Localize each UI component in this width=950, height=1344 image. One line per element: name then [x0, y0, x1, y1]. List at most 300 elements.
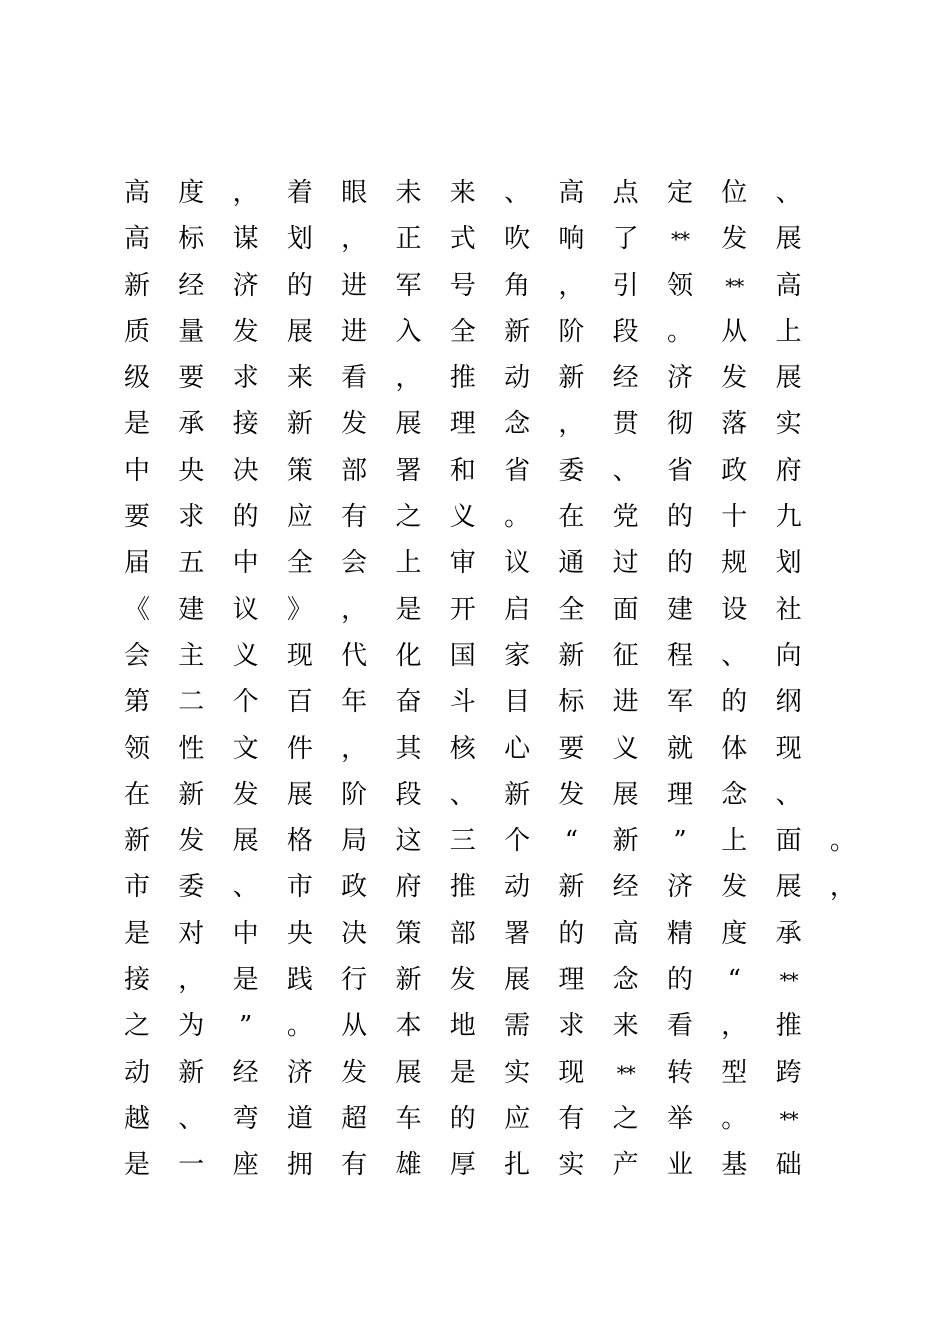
text-char: 建 [666, 594, 693, 625]
text-char: 要 [558, 733, 585, 764]
text-char: 标 [178, 224, 205, 255]
text-char: 高 [612, 918, 639, 949]
text-line [122, 263, 842, 309]
text-char: 座 [232, 1150, 259, 1181]
text-char: 雄 [395, 1150, 422, 1181]
text-char: 格 [286, 826, 313, 857]
text-char: 之 [123, 1011, 150, 1042]
text-char: 定 [666, 178, 693, 208]
text-char: 落 [721, 409, 748, 440]
text-char: 眼 [341, 178, 368, 208]
text-char: 展 [395, 1057, 422, 1088]
text-char: 进 [341, 316, 368, 347]
text-char: 新 [504, 779, 531, 810]
text-char: 是 [123, 918, 150, 949]
text-char: 地 [449, 1011, 476, 1042]
text-char: 发 [721, 872, 748, 903]
text-char: 型 [721, 1057, 748, 1088]
text-char: 央 [178, 455, 205, 486]
text-line [122, 818, 856, 864]
text-char: 的 [232, 502, 259, 533]
text-char: 着 [286, 178, 313, 208]
text-char: 承 [178, 409, 205, 440]
text-char: ， [341, 733, 368, 764]
text-char: 个 [232, 687, 259, 718]
text-char: 发 [178, 826, 205, 857]
text-char: 来 [449, 178, 476, 208]
text-line [122, 587, 842, 633]
text-char: 新 [286, 409, 313, 440]
text-char: 念 [612, 965, 639, 996]
text-char: 济 [286, 1057, 313, 1088]
text-char: 、 [178, 1103, 205, 1134]
text-char: 全 [558, 594, 585, 625]
text-char: 二 [178, 687, 205, 718]
text-char: 是 [123, 409, 150, 440]
text-char: 高 [123, 224, 150, 255]
text-char: 署 [504, 918, 531, 949]
text-char: 扎 [504, 1150, 531, 1181]
text-line [122, 957, 842, 1003]
text-char: 为 [178, 1011, 205, 1042]
text-char: 。 [666, 316, 693, 347]
text-char: ** [779, 968, 798, 993]
text-char: 来 [612, 1011, 639, 1042]
text-line [122, 216, 842, 262]
text-char: 领 [666, 270, 693, 301]
text-char: 理 [558, 965, 585, 996]
text-char: 上 [775, 316, 802, 347]
text-char: 念 [504, 409, 531, 440]
text-char: 策 [286, 455, 313, 486]
text-char: 正 [395, 224, 422, 255]
text-char: 跨 [775, 1057, 802, 1088]
text-char: 的 [558, 918, 585, 949]
text-line [122, 679, 842, 725]
text-char: 超 [341, 1103, 368, 1134]
text-char: 新 [558, 640, 585, 671]
text-char: 中 [123, 455, 150, 486]
text-char: 全 [449, 316, 476, 347]
text-line [122, 633, 842, 679]
text-char: 级 [123, 363, 150, 394]
text-char: 委 [178, 872, 205, 903]
text-char: 承 [775, 918, 802, 949]
text-char: 面 [612, 594, 639, 625]
text-char: ** [779, 1106, 798, 1131]
text-char: 个 [504, 826, 531, 857]
text-char: 点 [612, 178, 639, 208]
text-line [122, 772, 842, 818]
text-char: 本 [395, 1011, 422, 1042]
text-char: 规 [721, 548, 748, 579]
text-char: 文 [232, 733, 259, 764]
text-char: 角 [504, 270, 531, 301]
text-char: 发 [721, 363, 748, 394]
text-char: 理 [449, 409, 476, 440]
text-char: 道 [286, 1103, 313, 1134]
text-char: 在 [123, 779, 150, 810]
text-char: 求 [178, 502, 205, 533]
text-char: 家 [504, 640, 531, 671]
text-char: 弯 [232, 1103, 259, 1134]
text-char: 产 [612, 1150, 639, 1181]
text-char: 举 [666, 1103, 693, 1134]
text-char: 量 [178, 316, 205, 347]
text-char: 面 [775, 826, 802, 857]
text-char: 度 [721, 918, 748, 949]
text-char: 需 [504, 1011, 531, 1042]
text-char: 在 [558, 502, 585, 533]
text-char: 段 [395, 779, 422, 810]
text-char: 议 [232, 594, 259, 625]
text-char: 展 [232, 826, 259, 857]
text-char: 议 [504, 548, 531, 579]
text-char: 征 [612, 640, 639, 671]
text-char: 要 [123, 502, 150, 533]
text-char: 对 [178, 918, 205, 949]
text-char: 高 [123, 178, 150, 208]
text-char: 省 [666, 455, 693, 486]
text-line [122, 494, 842, 540]
text-char: 经 [232, 1057, 259, 1088]
text-line [122, 1142, 842, 1188]
text-char: 展 [286, 779, 313, 810]
text-char: 求 [232, 363, 259, 394]
text-char: 。 [504, 502, 531, 533]
text-char: ” [238, 1011, 253, 1042]
text-char: 奋 [395, 687, 422, 718]
text-char: 五 [178, 548, 205, 579]
text-char: 发 [558, 779, 585, 810]
text-char: 。 [721, 1103, 748, 1134]
text-char: 展 [504, 965, 531, 996]
text-char: 核 [449, 733, 476, 764]
text-char: 实 [558, 1150, 585, 1181]
text-char: 决 [232, 455, 259, 486]
text-char: 百 [286, 687, 313, 718]
text-char: 动 [123, 1057, 150, 1088]
text-char: 义 [232, 640, 259, 671]
text-char: 、 [504, 178, 531, 208]
text-char: 厚 [449, 1150, 476, 1181]
text-char: 件 [286, 733, 313, 764]
text-char: 发 [232, 779, 259, 810]
text-char: 础 [775, 1150, 802, 1181]
text-char: 全 [286, 548, 313, 579]
text-char: 新 [558, 872, 585, 903]
text-char: 《 [123, 594, 150, 625]
text-char: 设 [721, 594, 748, 625]
text-char: 新 [504, 316, 531, 347]
text-char: 位 [721, 178, 748, 208]
text-char: ， [232, 178, 259, 208]
text-char: 应 [286, 502, 313, 533]
text-char: 段 [612, 316, 639, 347]
text-char: 划 [286, 224, 313, 255]
text-char: 、 [775, 779, 802, 810]
text-char: 未 [395, 178, 422, 208]
text-char: 经 [612, 872, 639, 903]
text-char: 行 [341, 965, 368, 996]
text-char: ， [829, 872, 856, 903]
text-char: 的 [666, 965, 693, 996]
text-char: 高 [558, 178, 585, 208]
text-char: 高 [775, 270, 802, 301]
text-char: 展 [612, 779, 639, 810]
text-char: 要 [178, 363, 205, 394]
text-char: 经 [178, 270, 205, 301]
text-char: 引 [612, 270, 639, 301]
text-char: 部 [449, 918, 476, 949]
text-char: 业 [666, 1150, 693, 1181]
text-char: 程 [666, 640, 693, 671]
text-char: ** [671, 227, 689, 252]
text-char: 部 [341, 455, 368, 486]
text-char: ** [725, 273, 744, 298]
text-char: 军 [395, 270, 422, 301]
text-char: 经 [612, 363, 639, 394]
text-line [122, 1096, 842, 1142]
text-char: 有 [341, 1150, 368, 1181]
text-char: 斗 [449, 687, 476, 718]
text-char: 上 [395, 548, 422, 579]
text-char: 新 [178, 779, 205, 810]
text-char: 局 [341, 826, 368, 857]
text-char: 署 [395, 455, 422, 486]
text-char: 从 [341, 1011, 368, 1042]
text-char: 展 [775, 224, 802, 255]
text-char: 代 [341, 640, 368, 671]
text-char: 化 [395, 640, 422, 671]
text-char: 之 [612, 1103, 639, 1134]
text-char: 实 [504, 1057, 531, 1088]
text-char: 展 [395, 409, 422, 440]
text-char: 发 [449, 965, 476, 996]
text-char: 央 [286, 918, 313, 949]
text-char: 第 [123, 687, 150, 718]
text-char: 中 [232, 918, 259, 949]
text-char: 省 [504, 455, 531, 486]
text-char: 启 [504, 594, 531, 625]
text-char: 济 [666, 872, 693, 903]
text-char: 中 [232, 548, 259, 579]
text-char: 动 [504, 363, 531, 394]
text-char: 、 [775, 178, 802, 208]
text-char: 展 [775, 363, 802, 394]
text-char: 有 [341, 502, 368, 533]
text-char: 看 [666, 1011, 693, 1042]
text-char: 》 [286, 594, 313, 625]
text-char: 看 [341, 363, 368, 394]
text-char: 义 [612, 733, 639, 764]
text-char: 三 [449, 826, 476, 857]
text-char: 度 [178, 178, 205, 208]
text-char: 划 [775, 548, 802, 579]
text-char: ， [558, 270, 585, 301]
text-char: 式 [449, 224, 476, 255]
text-char: 来 [286, 363, 313, 394]
text-char: 推 [449, 872, 476, 903]
text-char: 拥 [286, 1150, 313, 1181]
text-line [122, 170, 842, 216]
text-char: 响 [558, 224, 585, 255]
text-char: 入 [395, 316, 422, 347]
text-char: 社 [775, 594, 802, 625]
text-char: 体 [721, 733, 748, 764]
text-char: 了 [612, 224, 639, 255]
text-char: 动 [504, 872, 531, 903]
text-char: 市 [123, 872, 150, 903]
text-char: 展 [286, 316, 313, 347]
text-line [122, 309, 842, 355]
text-line [122, 401, 842, 447]
text-char: 进 [612, 687, 639, 718]
text-char: 过 [612, 548, 639, 579]
text-char: 建 [178, 594, 205, 625]
text-line [122, 864, 856, 910]
text-char: 发 [232, 316, 259, 347]
text-char: 、 [449, 779, 476, 810]
text-char: 新 [558, 363, 585, 394]
text-char: 是 [395, 594, 422, 625]
text-char: 九 [775, 502, 802, 533]
text-char: 性 [178, 733, 205, 764]
text-char: 十 [721, 502, 748, 533]
text-char: 阶 [341, 779, 368, 810]
text-char: 纲 [775, 687, 802, 718]
text-char: 。 [286, 1011, 313, 1042]
text-char: 念 [721, 779, 748, 810]
text-char: 基 [721, 1150, 748, 1181]
text-char: 审 [449, 548, 476, 579]
text-char: 推 [449, 363, 476, 394]
text-char: 决 [341, 918, 368, 949]
body-text [122, 170, 856, 1189]
text-line [122, 1050, 842, 1096]
text-char: 其 [395, 733, 422, 764]
text-char: 展 [775, 872, 802, 903]
text-char: 有 [558, 1103, 585, 1134]
text-char: 的 [721, 687, 748, 718]
text-char: 主 [178, 640, 205, 671]
text-line [122, 911, 842, 957]
text-char: 济 [232, 270, 259, 301]
text-char: 之 [395, 502, 422, 533]
text-char: 、 [232, 872, 259, 903]
text-char: 义 [449, 502, 476, 533]
text-line [122, 540, 842, 586]
text-char: 贯 [612, 409, 639, 440]
text-char: ， [395, 363, 422, 394]
text-char: 军 [666, 687, 693, 718]
text-char: 新 [395, 965, 422, 996]
text-char: 接 [123, 965, 150, 996]
text-char: 国 [449, 640, 476, 671]
text-char: “ [727, 965, 741, 996]
text-char: 转 [666, 1057, 693, 1088]
text-char: 向 [775, 640, 802, 671]
text-char: 现 [558, 1057, 585, 1088]
text-char: 践 [286, 965, 313, 996]
text-char: 彻 [666, 409, 693, 440]
text-char: 发 [721, 224, 748, 255]
text-char: 精 [666, 918, 693, 949]
text-char: 质 [123, 316, 150, 347]
text-char: 委 [558, 455, 585, 486]
text-char: “ [564, 826, 579, 857]
text-char: ** [616, 1060, 635, 1085]
text-char: ， [721, 1011, 748, 1042]
text-char: 通 [558, 548, 585, 579]
text-line [122, 726, 842, 772]
text-char: 现 [286, 640, 313, 671]
text-char: 应 [504, 1103, 531, 1134]
text-char: 阶 [558, 316, 585, 347]
text-char: 新 [123, 826, 150, 857]
text-char: 号 [449, 270, 476, 301]
text-char: 、 [721, 640, 748, 671]
text-char: 。 [829, 826, 856, 857]
text-char: 进 [341, 270, 368, 301]
text-line [122, 355, 842, 401]
text-line [122, 1003, 842, 1049]
text-char: 的 [449, 1103, 476, 1134]
text-char: 目 [504, 687, 531, 718]
text-char: 的 [286, 270, 313, 301]
text-char: 府 [775, 455, 802, 486]
text-char: 发 [341, 409, 368, 440]
text-char: 谋 [232, 224, 259, 255]
text-char: 策 [395, 918, 422, 949]
text-char: 是 [232, 965, 259, 996]
text-char: ， [558, 409, 585, 440]
text-char: 一 [178, 1150, 205, 1181]
text-char: 府 [395, 872, 422, 903]
text-char: 现 [775, 733, 802, 764]
text-char: 的 [666, 502, 693, 533]
text-char: 的 [666, 548, 693, 579]
text-line [122, 448, 842, 494]
text-char: 实 [775, 409, 802, 440]
text-char: 党 [612, 502, 639, 533]
text-char: 开 [449, 594, 476, 625]
text-char: 理 [666, 779, 693, 810]
text-char: 求 [558, 1011, 585, 1042]
text-char: 政 [341, 872, 368, 903]
text-char: 是 [449, 1057, 476, 1088]
text-char: 新 [612, 826, 639, 857]
text-char: 从 [721, 316, 748, 347]
text-char: 车 [395, 1103, 422, 1134]
text-char: 上 [721, 826, 748, 857]
text-char: 接 [232, 409, 259, 440]
text-char: 新 [123, 270, 150, 301]
text-char: ， [341, 224, 368, 255]
text-char: 年 [341, 687, 368, 718]
text-char: 标 [558, 687, 585, 718]
text-char: 政 [721, 455, 748, 486]
text-char: ， [178, 965, 205, 996]
text-char: 领 [123, 733, 150, 764]
text-char: 、 [612, 455, 639, 486]
text-char: 越 [123, 1103, 150, 1134]
text-char: 和 [449, 455, 476, 486]
text-char: 会 [123, 640, 150, 671]
text-char: 吹 [504, 224, 531, 255]
text-char: ， [341, 594, 368, 625]
text-char: 这 [395, 826, 422, 857]
